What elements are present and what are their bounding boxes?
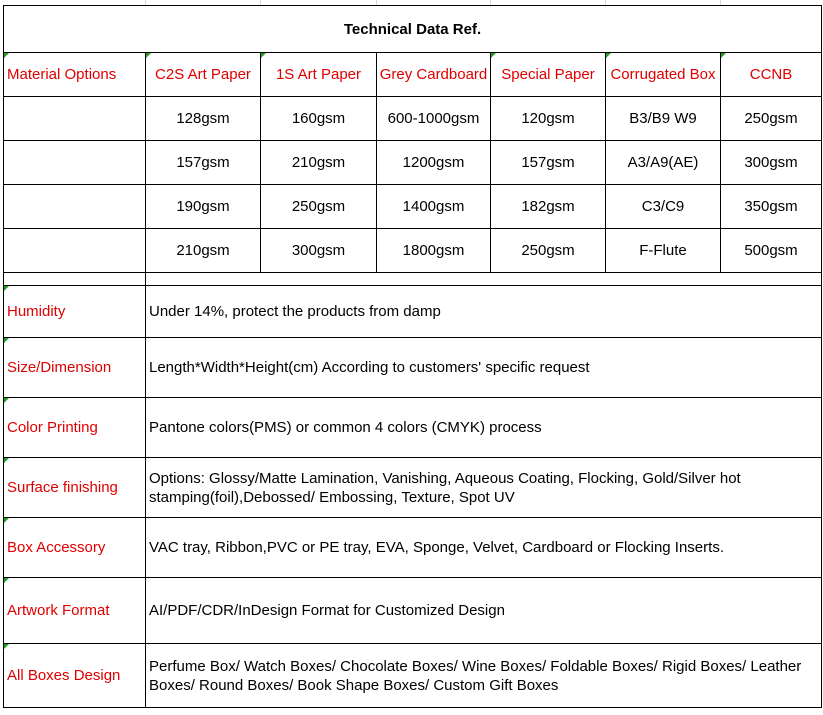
- table-cell: 300gsm: [261, 229, 377, 273]
- empty-cell: [4, 141, 146, 185]
- empty-cell: [4, 229, 146, 273]
- spec-label: Color Printing: [4, 398, 146, 458]
- table-cell: B3/B9 W9: [606, 97, 721, 141]
- table-cell: 1800gsm: [377, 229, 491, 273]
- table-cell: 190gsm: [146, 185, 261, 229]
- table-cell: 250gsm: [261, 185, 377, 229]
- spec-value: AI/PDF/CDR/InDesign Format for Customized Design: [146, 578, 822, 644]
- spec-value: Options: Glossy/Matte Lamination, Vanishing, Aqueous Coating, Flocking, Gold/Silver hot stamping(foil),Debossed/ Embossing, Texture, Spot UV: [146, 458, 822, 518]
- title-row: [4, 6, 822, 53]
- table-cell: 210gsm: [261, 141, 377, 185]
- spec-label: Box Accessory: [4, 518, 146, 578]
- spec-value: VAC tray, Ribbon,PVC or PE tray, EVA, Sponge, Velvet, Cardboard or Flocking Inserts.: [146, 518, 822, 578]
- table-cell: 350gsm: [721, 185, 822, 229]
- table-cell: 300gsm: [721, 141, 822, 185]
- technical-data-table: [3, 5, 822, 708]
- empty-cell: [146, 273, 822, 286]
- spec-value: Under 14%, protect the products from damp: [146, 286, 822, 338]
- spec-value: Pantone colors(PMS) or common 4 colors (CMYK) process: [146, 398, 822, 458]
- table-cell: 600-1000gsm: [377, 97, 491, 141]
- material-header-row: [4, 53, 822, 97]
- spec-label: Size/Dimension: [4, 338, 146, 398]
- table-cell: 160gsm: [261, 97, 377, 141]
- table-cell: 250gsm: [721, 97, 822, 141]
- table-row: [4, 229, 822, 273]
- table-cell: 1400gsm: [377, 185, 491, 229]
- spec-row-all-boxes-design: [4, 644, 822, 708]
- table-row: [4, 97, 822, 141]
- spec-value: Length*Width*Height(cm) According to customers' specific request: [146, 338, 822, 398]
- table-cell: 157gsm: [146, 141, 261, 185]
- empty-cell: [4, 97, 146, 141]
- spec-row-size-dimension: [4, 338, 822, 398]
- empty-cell: [4, 185, 146, 229]
- column-header-special-paper: Special Paper: [491, 53, 606, 97]
- spec-label: Humidity: [4, 286, 146, 338]
- spec-row-humidity: [4, 286, 822, 338]
- table-cell: C3/C9: [606, 185, 721, 229]
- empty-cell: [4, 273, 146, 286]
- table-cell: 182gsm: [491, 185, 606, 229]
- table-cell: 250gsm: [491, 229, 606, 273]
- table-row: [4, 185, 822, 229]
- column-header-corrugated-box: Corrugated Box: [606, 53, 721, 97]
- column-header-ccnb: CCNB: [721, 53, 822, 97]
- column-header-1s-art-paper: 1S Art Paper: [261, 53, 377, 97]
- table-cell: 1200gsm: [377, 141, 491, 185]
- table-cell: A3/A9(AE): [606, 141, 721, 185]
- table-cell: 157gsm: [491, 141, 606, 185]
- spec-row-color-printing: [4, 398, 822, 458]
- spec-label: Surface finishing: [4, 458, 146, 518]
- spacer-row: [4, 273, 822, 286]
- spec-row-artwork-format: [4, 578, 822, 644]
- column-header-c2s-art-paper: C2S Art Paper: [146, 53, 261, 97]
- spec-value: Perfume Box/ Watch Boxes/ Chocolate Boxes/ Wine Boxes/ Foldable Boxes/ Rigid Boxes/ Leather Boxes/ Round Boxes/ Book Shape Boxes/ Custom Gift Boxes: [146, 644, 822, 708]
- table-cell: 210gsm: [146, 229, 261, 273]
- material-options-label: Material Options: [4, 53, 146, 97]
- spec-row-surface-finishing: [4, 458, 822, 518]
- column-header-grey-cardboard: Grey Cardboard: [377, 53, 491, 97]
- spec-row-box-accessory: [4, 518, 822, 578]
- page-title: Technical Data Ref.: [4, 6, 822, 53]
- table-cell: 128gsm: [146, 97, 261, 141]
- table-cell: F-Flute: [606, 229, 721, 273]
- spec-label: All Boxes Design: [4, 644, 146, 708]
- table-cell: 500gsm: [721, 229, 822, 273]
- table-cell: 120gsm: [491, 97, 606, 141]
- table-row: [4, 141, 822, 185]
- spec-label: Artwork Format: [4, 578, 146, 644]
